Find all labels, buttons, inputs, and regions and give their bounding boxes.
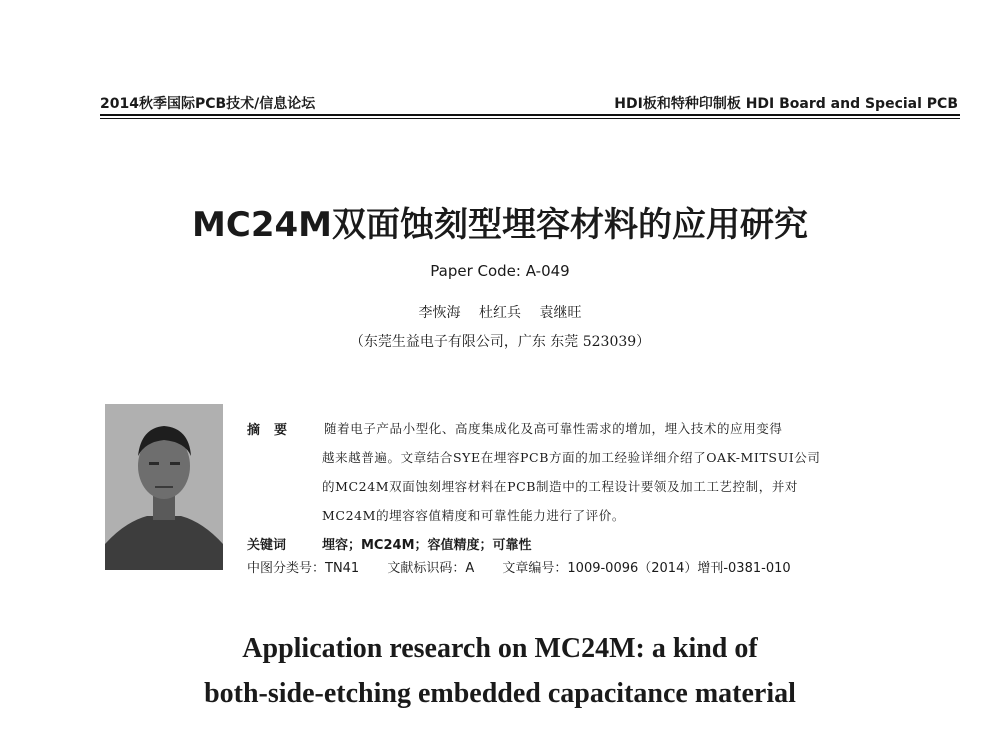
keywords-label: 关键词	[247, 538, 287, 553]
english-title-line2: both-side-etching embedded capacitance material	[204, 678, 796, 709]
header-rule-thin	[100, 118, 960, 119]
author-photo	[105, 404, 223, 570]
classification-line	[247, 557, 813, 576]
article-number: 文章编号：1009-0096（2014）增刊-0381-010	[502, 561, 791, 576]
abstract-line: 越来越普遍。文章结合SYE在埋容PCB方面的加工经验详细介绍了OAK-MITSUI公司	[322, 450, 821, 465]
abstract-label: 摘要	[247, 423, 302, 438]
english-title-line1: Application research on MC24M: a kind of	[242, 633, 758, 664]
keywords-text: 埋容；MC24M；容值精度；可靠性	[322, 538, 532, 553]
header-left: 2014秋季国际PCB技术/信息论坛	[100, 96, 316, 112]
abstract-line: 随着电子产品小型化、高度集成化及高可靠性需求的增加，埋入技术的应用变得	[324, 421, 783, 436]
document-code: 文献标识码：A	[387, 561, 475, 576]
author-portrait-drawing	[105, 404, 223, 570]
authors: 李恢海 杜红兵 袁继旺	[418, 305, 582, 321]
header-right: HDI板和特种印制板 HDI Board and Special PCB	[614, 96, 958, 112]
paper-title: MC24M双面蚀刻型埋容材料的应用研究	[192, 205, 808, 245]
clc-number: 中图分类号：TN41	[247, 561, 360, 576]
abstract-line: MC24M的埋容容值精度和可靠性能力进行了评价。	[322, 508, 625, 523]
paper-code: Paper Code: A-049	[430, 262, 570, 280]
header-rule-thick	[100, 114, 960, 116]
affiliation: （东莞生益电子有限公司，广东 东莞 523039）	[349, 334, 651, 350]
abstract-line: 的MC24M双面蚀刻埋容材料在PCB制造中的工程设计要领及加工工艺控制，并对	[322, 479, 799, 494]
